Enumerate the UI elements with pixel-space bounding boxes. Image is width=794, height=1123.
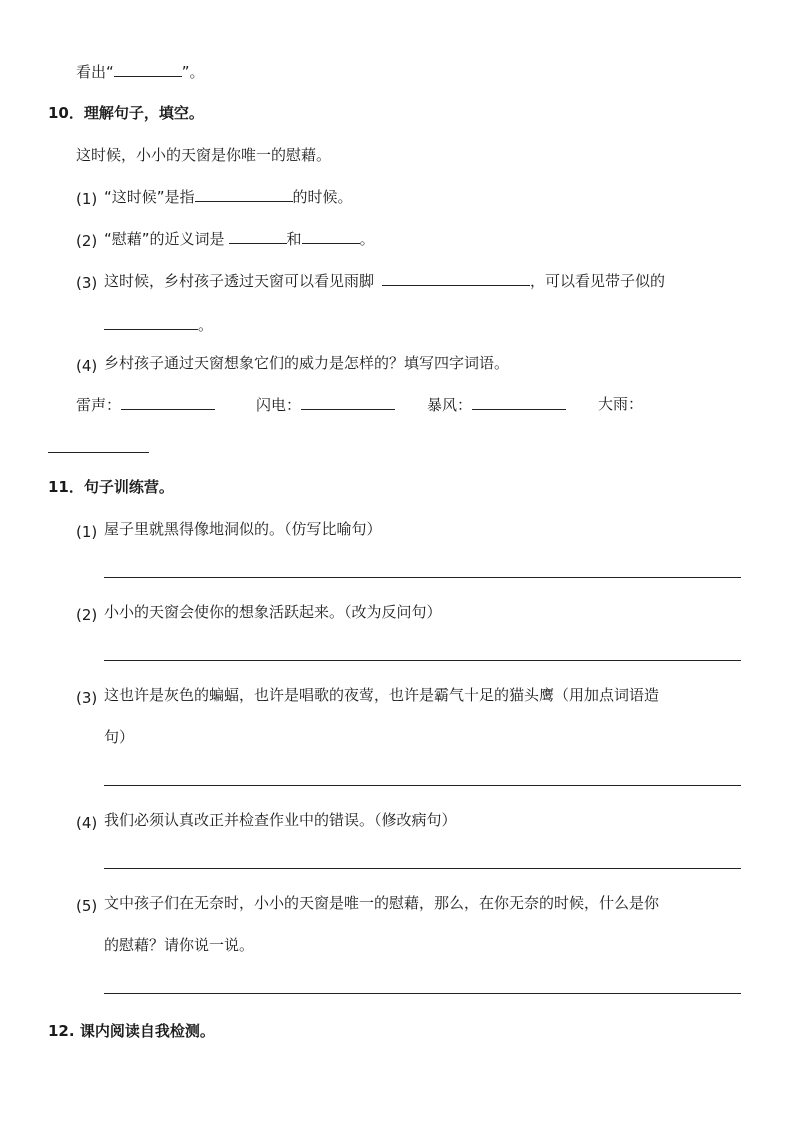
question-10-sub-3-cont: 。 — [104, 314, 213, 335]
answer-blank[interactable] — [195, 186, 293, 202]
fill-item-storm: 暴风： — [427, 394, 566, 415]
answer-blank[interactable] — [104, 314, 198, 330]
answer-blank[interactable] — [302, 228, 360, 244]
question-11-sub-5: 文中孩子们在无奈时，小小的天窗是唯一的慰藉，那么，在你无奈的时候，什么是你 — [104, 894, 660, 912]
question-11-sub-3-cont: 句） — [104, 728, 135, 746]
fill-item-lightning: 闪电： — [256, 394, 395, 415]
item-number: (5) — [76, 897, 98, 915]
item-number: (3) — [76, 274, 98, 292]
answer-line[interactable] — [104, 868, 741, 869]
item-number: (2) — [76, 232, 98, 250]
answer-blank[interactable] — [301, 394, 395, 410]
question-11-title: 11．句子训练营。 — [48, 478, 174, 496]
item-number: (4) — [76, 357, 98, 375]
item-number: (2) — [76, 606, 98, 624]
answer-blank[interactable] — [472, 394, 566, 410]
answer-line[interactable] — [104, 993, 741, 994]
question-11-sub-1: 屋子里就黑得像地洞似的。（仿写比喻句） — [104, 520, 382, 538]
question-11-sub-4: 我们必须认真改正并检查作业中的错误。（修改病句） — [104, 811, 457, 829]
question-10-sub-3: 这时候，乡村孩子透过天窗可以看见雨脚 ，可以看见带子似的 — [104, 272, 666, 290]
answer-line[interactable] — [104, 785, 741, 786]
answer-blank[interactable] — [48, 452, 149, 453]
question-10-sub-4: 乡村孩子通过天窗想象它们的威力是怎样的？填写四字词语。 — [104, 354, 510, 372]
answer-blank[interactable] — [121, 394, 215, 410]
answer-blank[interactable] — [114, 61, 182, 77]
question-12-number: 12. — [48, 1022, 75, 1040]
prev-answer-line: 看出“ ”。 — [76, 63, 205, 81]
fill-item-rain: 大雨： — [598, 395, 644, 413]
item-number: (1) — [76, 190, 98, 208]
question-11-sub-2: 小小的天窗会使你的想象活跃起来。（改为反问句） — [104, 603, 442, 621]
item-number: (1) — [76, 523, 98, 541]
question-10-sub-1: “这时候”是指 的时候。 — [104, 188, 353, 206]
answer-blank[interactable] — [382, 270, 530, 286]
question-11-sub-3: 这也许是灰色的蝙蝠，也许是唱歌的夜莺，也许是霸气十足的猫头鹰（用加点词语造 — [104, 686, 660, 704]
answer-line[interactable] — [104, 577, 741, 578]
fill-item-thunder: 雷声： — [76, 394, 215, 415]
answer-blank[interactable] — [229, 228, 287, 244]
question-10-sub-2: “慰藉”的近义词是 和 。 — [104, 230, 375, 248]
answer-line[interactable] — [104, 660, 741, 661]
question-11-sub-5-cont: 的慰藉？请你说一说。 — [104, 936, 255, 954]
item-number: (4) — [76, 814, 98, 832]
item-number: (3) — [76, 689, 98, 707]
question-12-title: 12. 课内阅读自我检测。 — [48, 1022, 215, 1040]
question-10-title: 10．理解句子，填空。 — [48, 104, 204, 122]
question-10-sentence: 这时候，小小的天窗是你唯一的慰藉。 — [76, 146, 332, 164]
